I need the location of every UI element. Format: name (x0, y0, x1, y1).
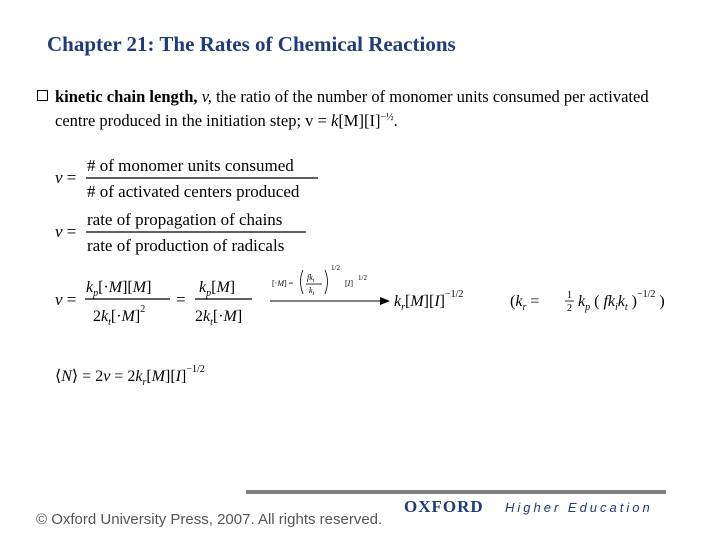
svg-text:v =: v = (55, 222, 77, 241)
svg-text:fki: $fk_i$ (307, 273, 315, 284)
svg-text:# of activated centers produce: # of activated centers produced (87, 182, 300, 201)
svg-text:⟨N⟩ = 2v = 2kr[M][I]−1/2: ⟨N⟩ = $2v = 2k_r[M][I]^{-1/2}$ (55, 364, 205, 388)
copyright-text: © Oxford University Press, 2007. All rights reserved. (36, 511, 383, 528)
higher-education-logo: Higher Education (505, 500, 653, 515)
slide-title: Chapter 21: The Rates of Chemical Reactions (47, 32, 456, 56)
svg-text:2kt[·M]2: $2k_t[\cdot M]^2$ (93, 304, 146, 328)
svg-text:v =: v = (55, 290, 77, 309)
svg-text:1: 1 (567, 290, 572, 301)
equation-1 (55, 156, 318, 201)
svg-text:rate of production of radicals: rate of production of radicals (87, 236, 285, 255)
svg-text:rate of propagation of chains: rate of propagation of chains (87, 210, 283, 229)
equation-3 (55, 264, 665, 328)
svg-text:2: 2 (567, 303, 572, 314)
oxford-logo: OXFORD (404, 497, 484, 516)
svg-text:kp[·M][M]: $k_p[\cdot M][M]$ (86, 279, 152, 299)
equation-4 (55, 364, 205, 388)
svg-text:kt: $k_t$ (309, 286, 315, 297)
svg-text:2kt[·M]: $2k_t[\cdot M]$ (195, 308, 243, 328)
svg-text:1/2: 1/2 (358, 274, 367, 282)
svg-text:kp[M]: $k_p[M]$ (199, 279, 236, 299)
svg-text:v =: v = (55, 168, 77, 187)
footer-divider (246, 490, 666, 494)
svg-text:[·M] =: [·M] = (272, 279, 294, 288)
svg-text:[I]: [I] (345, 279, 354, 288)
svg-text:kr[M][I]−1/2: $k_r[M][I]^{-1/2}$ (394, 289, 464, 313)
svg-text:1/2: 1/2 (331, 264, 340, 272)
svg-text:# of monomer units consumed: # of monomer units consumed (87, 156, 294, 175)
svg-text:=: = (176, 290, 186, 309)
equation-2 (55, 210, 306, 255)
definition-text: kinetic chain length, v, the ratio of the number of monomer units consumed per activated centre produced in the initiation step; $v = k[M][I]^{-\frac{1}{2}}$. (55, 87, 649, 130)
svg-text:(kr =: ($k_r$ = (510, 293, 540, 313)
svg-text:kp ( fkikt )−1/2 ): $k_p$ ( $fk_ik_t$ )$^{-1/2}$ ) (578, 289, 665, 313)
arrow-label (272, 264, 367, 297)
